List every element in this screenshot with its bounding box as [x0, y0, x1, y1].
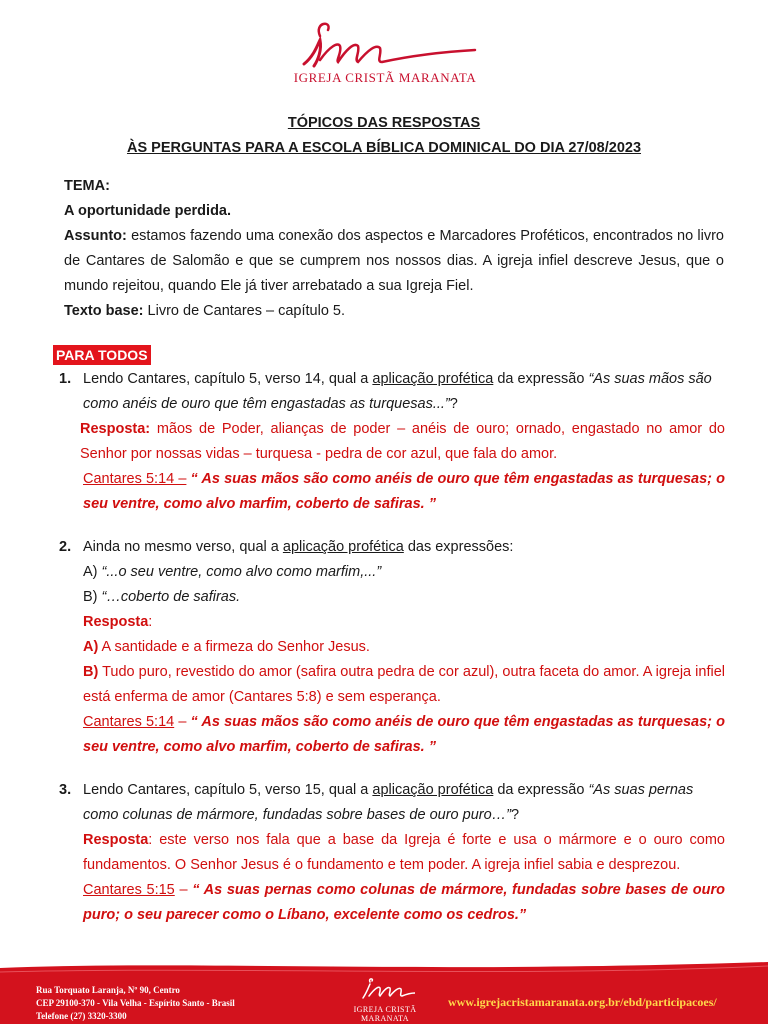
answer-a-text: A santidade e a firmeza do Senhor Jesus.: [98, 639, 370, 655]
reference-paragraph: [83, 710, 725, 760]
question-prefix: Lendo Cantares, capítulo 5, verso 15, qual a: [83, 782, 373, 798]
footer-url-link[interactable]: www.igrejacristamaranata.org.br/ebd/participacoes/: [448, 995, 717, 1009]
question-prefix: Ainda no mesmo verso, qual a: [83, 539, 283, 555]
tema-label: TEMA:: [64, 178, 110, 194]
reference-label: Cantares 5:14: [83, 714, 175, 730]
question-number: 3.: [59, 782, 72, 798]
texto-base-paragraph: [64, 299, 724, 324]
answer-label: Resposta: [83, 614, 149, 630]
answer-heading: [83, 610, 728, 635]
question-mid: da expressão: [493, 782, 589, 798]
reference-quote: “ As suas pernas como colunas de mármore, fundadas sobre bases de ouro puro; o seu parecer como o Líbano, excelente como os cedros.”: [83, 882, 725, 923]
option-a-label: A): [83, 564, 102, 580]
question-number: 2.: [59, 539, 72, 555]
im-logo-mark-icon: [355, 978, 415, 1000]
address-line-3: Telefone (27) 3320-3300: [36, 1011, 127, 1021]
answer-paragraph: [80, 417, 725, 467]
question-underlined-term: aplicação profética: [372, 782, 494, 798]
answer-label: Resposta:: [80, 421, 151, 437]
option-a: [83, 560, 725, 585]
question-text: [83, 367, 725, 417]
footer-logo: [330, 978, 440, 1023]
footer-address: [36, 984, 235, 1023]
question-mid: da expressão: [493, 371, 589, 387]
reference-paragraph: [83, 878, 725, 928]
question-prefix: Lendo Cantares, capítulo 5, verso 14, qual a: [83, 371, 373, 387]
question-text: [83, 778, 725, 828]
question-underlined-term: aplicação profética: [282, 539, 404, 555]
option-a-text: “...o seu ventre, como alvo como marfim,...”: [101, 564, 382, 580]
tema-value: A oportunidade perdida.: [64, 203, 232, 219]
question-text: [83, 535, 725, 560]
answer-text: : este verso nos fala que a base da Igreja é forte e usa o mármore e o ouro como fundamentos. O Senhor Jesus é o fundamento e tem poder. A igreja infiel sabia e desprezou.: [83, 832, 725, 873]
answer-a: [83, 635, 728, 660]
option-b-label: B): [83, 589, 102, 605]
texto-base-value: Livro de Cantares – capítulo 5.: [143, 303, 346, 319]
reference-dash: –: [174, 714, 191, 730]
question-underlined-term: aplicação profética: [372, 371, 494, 387]
reference-label: Cantares 5:15: [83, 882, 175, 898]
option-b-text: “…coberto de safiras.: [101, 589, 241, 605]
assunto-text: estamos fazendo uma conexão dos aspectos e Marcadores Proféticos, encontrados no livro de Cantares de Salomão e que se cumprem nos nossos dias. A igreja infiel descreve Jesus, que o mundo rejeitou, quando Ele já tiver arrebatado a sua Igreja Fiel.: [64, 228, 724, 294]
answer-b: [83, 660, 725, 710]
section-label: PARA TODOS: [53, 345, 151, 365]
question-quote: “As suas mãos são como anéis de ouro que têm engastadas as turquesas...”: [83, 371, 712, 412]
question-number: 1.: [59, 371, 72, 387]
document-title: [0, 111, 768, 161]
address-line-2: CEP 29100-370 - Vila Velha - Espírito Santo - Brasil: [36, 998, 235, 1008]
reference-quote: “ As suas mãos são como anéis de ouro que têm engastadas as turquesas; o seu ventre, como alvo marfim, coberto de safiras. ”: [83, 714, 725, 755]
answer-b-label: B): [83, 664, 99, 680]
title-line-1: TÓPICOS DAS RESPOSTAS: [287, 115, 481, 131]
assunto-label: Assunto:: [64, 228, 127, 244]
title-line-2: ÀS PERGUNTAS PARA A ESCOLA BÍBLICA DOMINICAL DO DIA 27/08/2023: [126, 140, 642, 156]
question-end: ?: [510, 807, 520, 823]
church-logo: [270, 8, 500, 88]
reference-paragraph: [83, 467, 725, 517]
answer-a-label: A): [83, 639, 99, 655]
assunto-paragraph: [64, 224, 724, 299]
answer-text: mãos de Poder, alianças de poder – anéis de ouro; ornado, engastado no amor do Senhor por nossas vidas – turquesa - pedra de cor azul, que fala do amor.: [80, 421, 725, 462]
texto-base-label: Texto base:: [64, 303, 144, 319]
question-quote: “As suas pernas como colunas de mármore, fundadas sobre bases de ouro puro…”: [83, 782, 694, 823]
question-end: das expressões:: [403, 539, 514, 555]
reference-quote: “ As suas mãos são como anéis de ouro que têm engastadas as turquesas; o seu ventre, como alvo marfim, coberto de safiras. ”: [83, 471, 725, 512]
im-logo-mark-icon: [290, 16, 480, 71]
footer-logo-text: IGREJA CRISTÃ MARANATA: [353, 1005, 417, 1023]
answer-colon: :: [148, 614, 153, 630]
answer-paragraph: [83, 828, 725, 878]
question-end: ?: [449, 396, 458, 412]
logo-text: IGREJA CRISTÃ MARANATA: [293, 70, 477, 85]
reference-label: Cantares 5:14 –: [83, 471, 187, 487]
address-line-1: Rua Torquato Laranja, Nº 90, Centro: [36, 985, 180, 995]
page-footer: [0, 962, 768, 1024]
reference-dash: –: [174, 882, 193, 898]
option-b: [83, 585, 725, 610]
answer-b-text: Tudo puro, revestido do amor (safira outra pedra de cor azul), outra faceta do amor. A igreja infiel está enferma de amor (Cantares 5:8) e sem esperança.: [83, 664, 725, 705]
answer-label: Resposta: [83, 832, 149, 848]
